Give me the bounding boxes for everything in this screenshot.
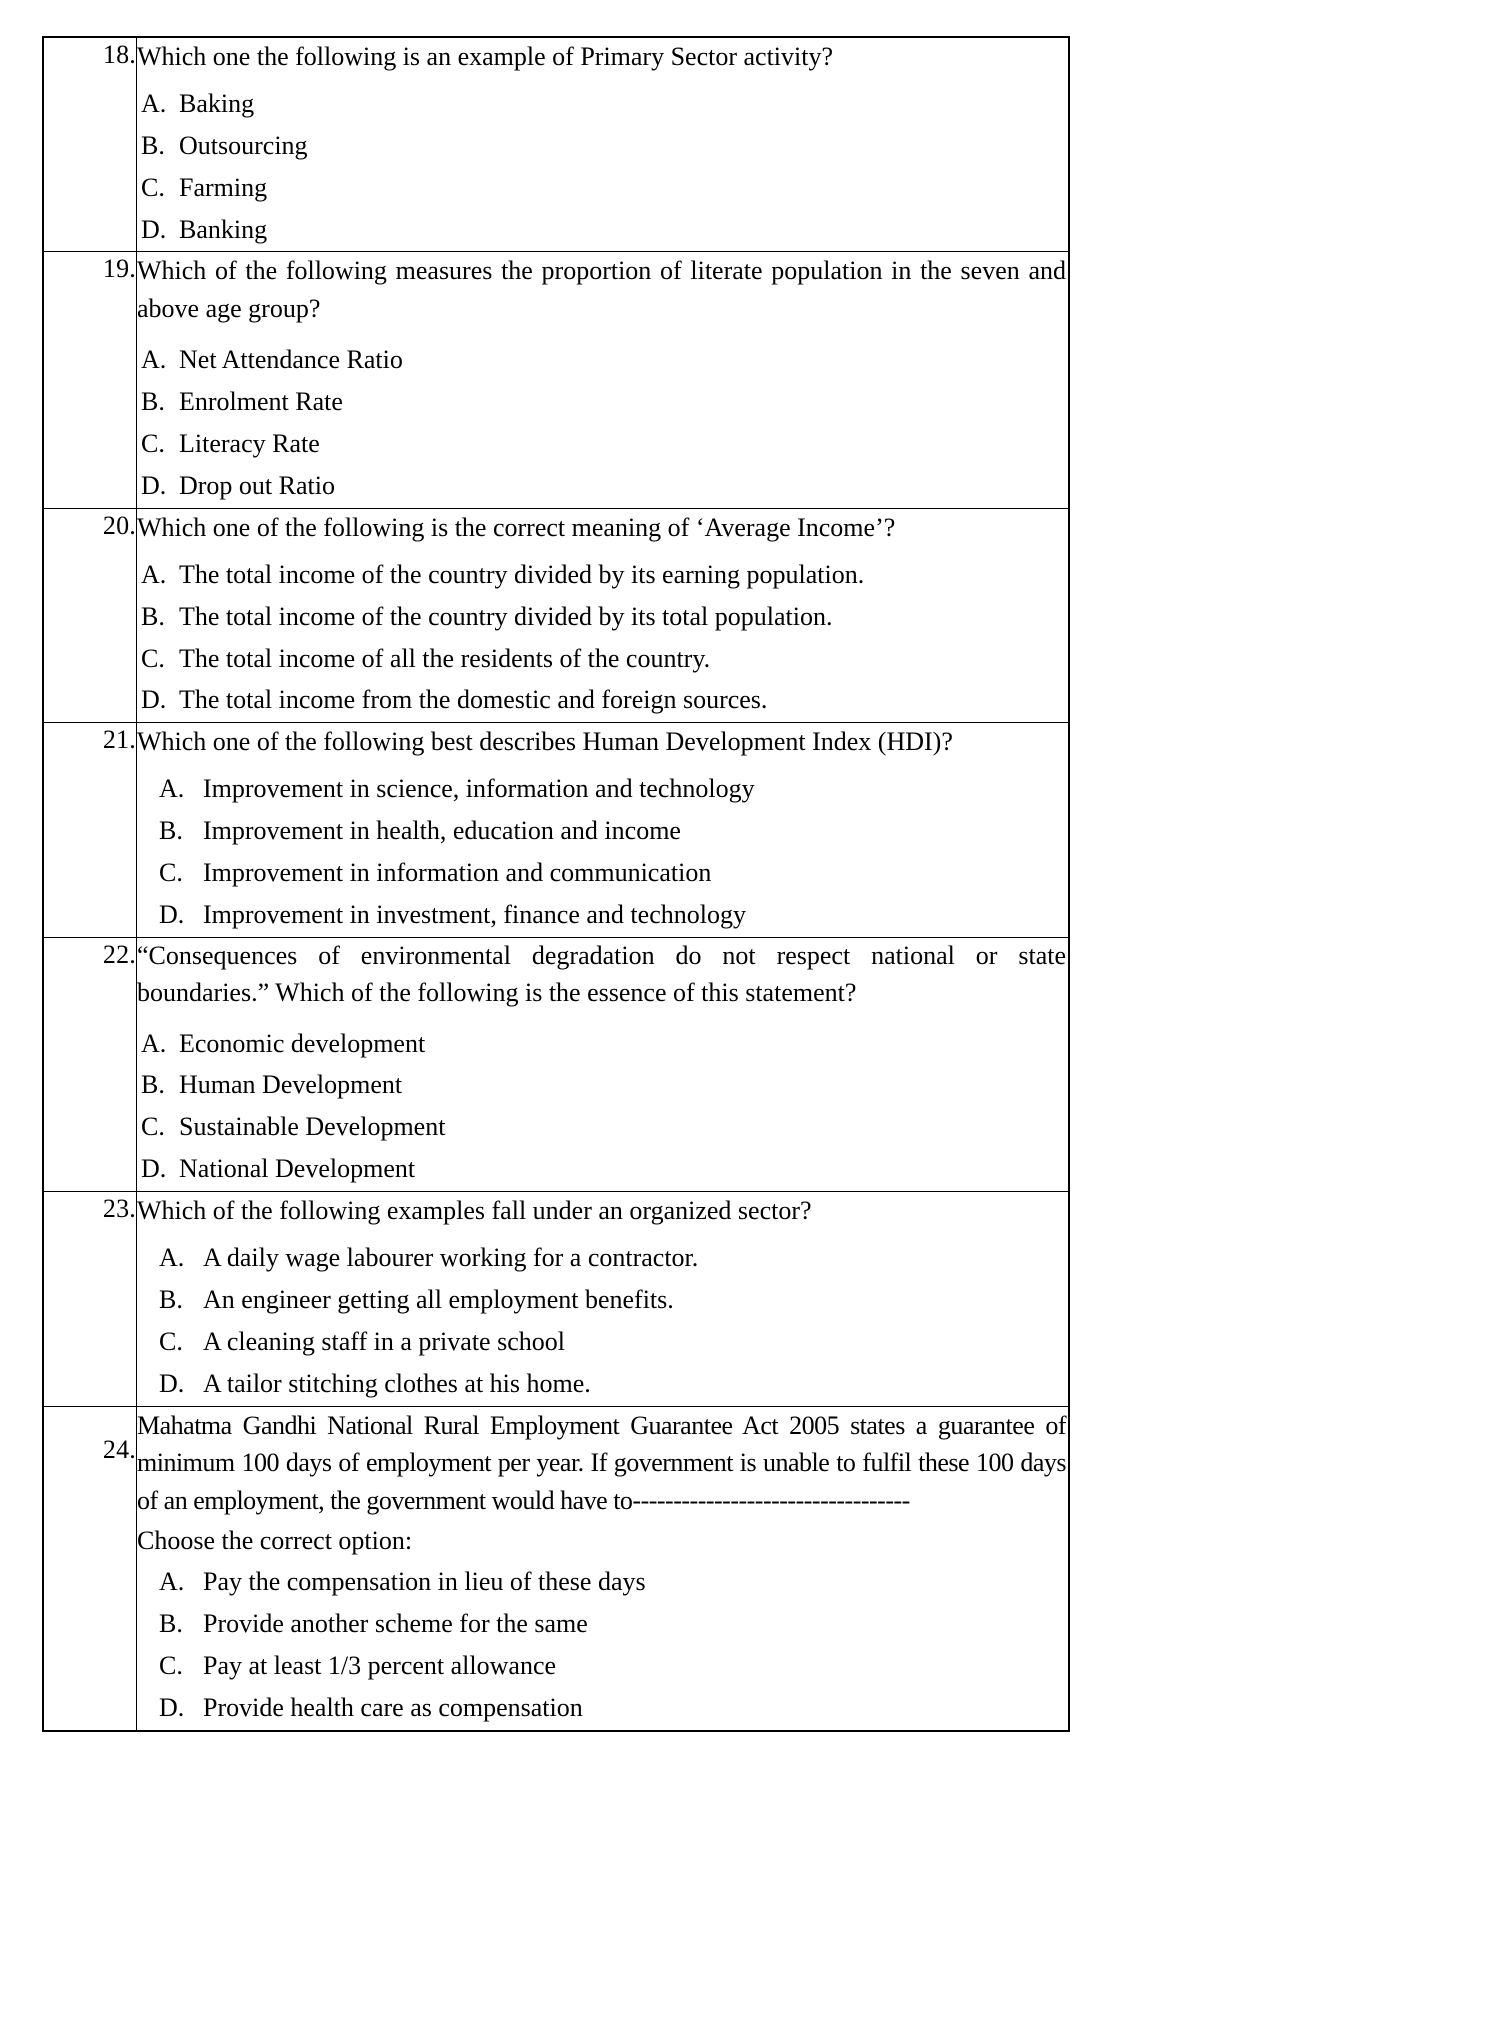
- question-body-cell: [137, 252, 1070, 508]
- list-item[interactable]: [159, 897, 1068, 933]
- option-label: B.: [159, 1284, 183, 1314]
- list-item[interactable]: [159, 1240, 1068, 1276]
- options-list: [137, 771, 1068, 933]
- question-number: 24.: [102, 1434, 136, 1464]
- question-text: Mahatma Gandhi National Rural Employment Guarantee Act 2005 states a guarantee of minimum 100 days of employment per year. If government is unable to fulfil these 100 days of an employment, the government would have to----------------------------------: [137, 1410, 1066, 1516]
- option-label: C.: [159, 1651, 183, 1681]
- question-text: “Consequences of environmental degradation do not respect national or state boundaries.” Which of the following is the essence of this statement?: [137, 940, 1066, 1007]
- question-number: 23.: [102, 1194, 136, 1224]
- table-row: [43, 37, 1069, 252]
- option-text: A daily wage labourer working for a contractor.: [203, 1243, 699, 1273]
- question-body-cell: [137, 723, 1070, 937]
- list-item[interactable]: [141, 170, 1068, 206]
- list-item[interactable]: [141, 557, 1068, 593]
- list-item[interactable]: [141, 599, 1068, 635]
- option-label: B.: [141, 601, 165, 631]
- option-label: C.: [141, 1112, 165, 1142]
- option-text: Literacy Rate: [179, 429, 320, 459]
- question-text: Which one the following is an example of Primary Sector activity?: [137, 42, 834, 71]
- option-text: Farming: [179, 172, 268, 202]
- question-number-cell: [43, 1192, 137, 1406]
- option-text: Outsourcing: [179, 130, 308, 160]
- option-label: D.: [159, 899, 185, 929]
- question-body-cell: [137, 37, 1070, 252]
- questions-table: [42, 36, 1070, 1732]
- option-text: Baking: [179, 88, 255, 118]
- option-text: Improvement in health, education and income: [203, 816, 681, 846]
- option-label: A.: [141, 1028, 167, 1058]
- option-label: A.: [141, 559, 167, 589]
- question-instruction: Choose the correct option:: [137, 1526, 413, 1556]
- option-label: D.: [141, 470, 167, 500]
- list-item[interactable]: [159, 1690, 1068, 1726]
- option-text: Enrolment Rate: [179, 387, 343, 417]
- question-number-cell: [43, 937, 137, 1191]
- question-body-cell: [137, 508, 1070, 722]
- question-number: 22.: [102, 939, 136, 969]
- option-text: The total income of the country divided by its earning population.: [179, 559, 865, 589]
- list-item[interactable]: [141, 1067, 1068, 1103]
- list-item[interactable]: [159, 1606, 1068, 1642]
- option-label: A.: [159, 774, 185, 804]
- option-label: D.: [141, 214, 167, 244]
- option-label: A.: [159, 1243, 185, 1273]
- list-item[interactable]: [159, 1564, 1068, 1600]
- option-label: B.: [141, 1070, 165, 1100]
- list-item[interactable]: [141, 1151, 1068, 1187]
- option-text: Pay the compensation in lieu of these days: [203, 1567, 646, 1597]
- options-list: [137, 86, 1068, 248]
- option-text: An engineer getting all employment benefits.: [203, 1284, 674, 1314]
- options-list: [137, 557, 1068, 719]
- list-item[interactable]: [141, 1109, 1068, 1145]
- list-item[interactable]: [141, 1026, 1068, 1062]
- option-text: A cleaning staff in a private school: [203, 1326, 565, 1356]
- option-text: Provide health care as compensation: [203, 1692, 583, 1722]
- option-text: Human Development: [179, 1070, 403, 1100]
- table-row: [43, 937, 1069, 1191]
- list-item[interactable]: [141, 212, 1068, 248]
- question-body-cell: [137, 1406, 1070, 1731]
- list-item[interactable]: [141, 342, 1068, 378]
- option-text: The total income of all the residents of the country.: [179, 643, 711, 673]
- table-row: [43, 1406, 1069, 1731]
- option-label: C.: [141, 172, 165, 202]
- question-sheet: [42, 36, 1070, 1732]
- question-text: Which one of the following best describes Human Development Index (HDI)?: [137, 727, 953, 757]
- option-text: Improvement in science, information and technology: [203, 774, 755, 804]
- option-text: National Development: [179, 1154, 416, 1184]
- option-label: D.: [159, 1368, 185, 1398]
- list-item[interactable]: [141, 384, 1068, 420]
- question-text: Which one of the following is the correct meaning of ‘Average Income’?: [137, 512, 896, 542]
- question-number-cell: [43, 37, 137, 252]
- question-body-cell: [137, 1192, 1070, 1406]
- option-label: B.: [141, 387, 165, 417]
- question-body-cell: [137, 937, 1070, 1191]
- list-item[interactable]: [141, 641, 1068, 677]
- list-item[interactable]: [141, 86, 1068, 122]
- options-list: [137, 1240, 1068, 1402]
- list-item[interactable]: [141, 426, 1068, 462]
- question-number: 18.: [102, 40, 136, 69]
- table-row: [43, 252, 1069, 508]
- list-item[interactable]: [159, 1648, 1068, 1684]
- option-label: B.: [159, 816, 183, 846]
- option-label: C.: [159, 1326, 183, 1356]
- question-text: Which of the following measures the proportion of literate population in the seven and above age group?: [137, 256, 1066, 324]
- option-text: Economic development: [179, 1028, 426, 1058]
- option-label: D.: [159, 1692, 185, 1722]
- option-text: Improvement in information and communication: [203, 858, 712, 888]
- option-text: Pay at least 1/3 percent allowance: [203, 1651, 557, 1681]
- option-text: A tailor stitching clothes at his home.: [203, 1368, 591, 1398]
- table-row: [43, 508, 1069, 722]
- list-item[interactable]: [141, 128, 1068, 164]
- question-number-cell: [43, 723, 137, 937]
- option-text: The total income of the country divided by its total population.: [179, 601, 833, 631]
- option-text: Provide another scheme for the same: [203, 1609, 588, 1639]
- question-number: 21.: [102, 725, 136, 755]
- option-label: A.: [141, 345, 167, 375]
- list-item[interactable]: [159, 1324, 1068, 1360]
- list-item[interactable]: [159, 1282, 1068, 1318]
- question-number-cell: [43, 1406, 137, 1731]
- option-text: Sustainable Development: [179, 1112, 446, 1142]
- option-label: A.: [141, 88, 167, 118]
- option-text: The total income from the domestic and foreign sources.: [179, 685, 768, 715]
- table-row: [43, 723, 1069, 937]
- option-label: A.: [159, 1567, 185, 1597]
- option-text: Drop out Ratio: [179, 470, 335, 500]
- table-row: [43, 1192, 1069, 1406]
- option-text: Improvement in investment, finance and technology: [203, 899, 746, 929]
- option-label: B.: [159, 1609, 183, 1639]
- option-label: C.: [159, 858, 183, 888]
- list-item[interactable]: [141, 468, 1068, 504]
- list-item[interactable]: [141, 682, 1068, 718]
- list-item[interactable]: [159, 771, 1068, 807]
- option-text: Net Attendance Ratio: [179, 345, 403, 375]
- list-item[interactable]: [159, 855, 1068, 891]
- options-list: [137, 342, 1068, 504]
- list-item[interactable]: [159, 813, 1068, 849]
- question-number: 19.: [102, 254, 136, 284]
- option-label: B.: [141, 130, 165, 160]
- option-label: D.: [141, 1154, 167, 1184]
- question-text: Which of the following examples fall under an organized sector?: [137, 1196, 812, 1226]
- list-item[interactable]: [159, 1366, 1068, 1402]
- question-number-cell: [43, 252, 137, 508]
- option-text: Banking: [179, 214, 268, 244]
- option-label: C.: [141, 429, 165, 459]
- question-number: 20.: [102, 510, 136, 540]
- options-list: [137, 1564, 1068, 1726]
- options-list: [137, 1026, 1068, 1188]
- option-label: D.: [141, 685, 167, 715]
- question-number-cell: [43, 508, 137, 722]
- option-label: C.: [141, 643, 165, 673]
